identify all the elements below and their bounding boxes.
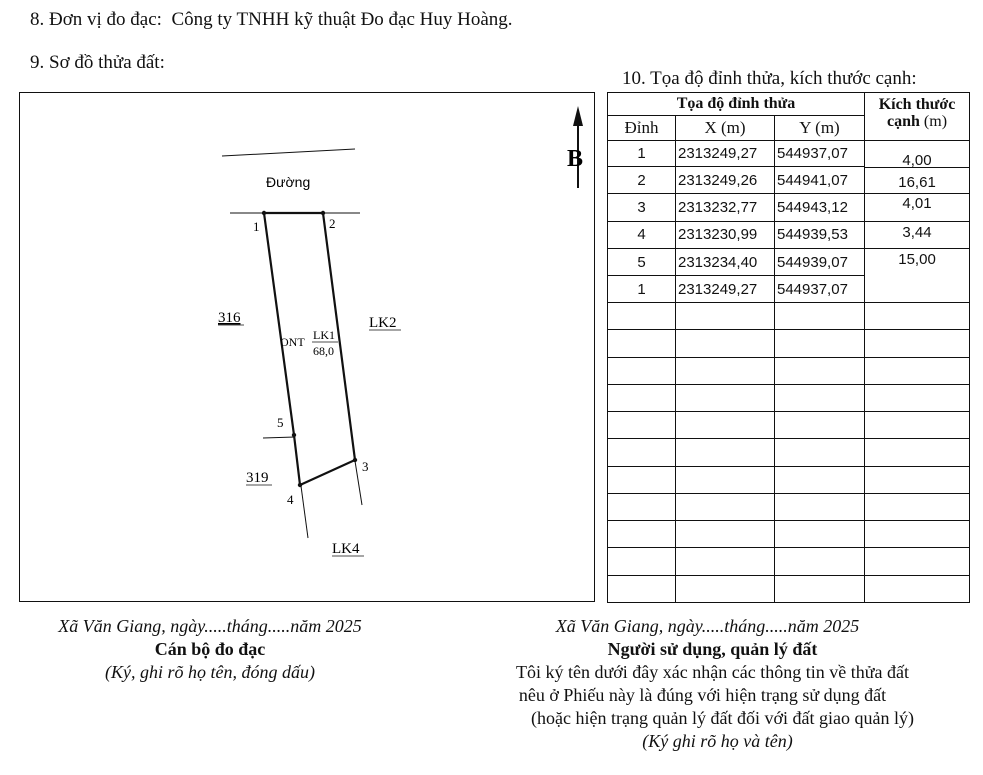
- edge-cell: [865, 249, 970, 303]
- empty-row: [608, 357, 970, 384]
- boundary-extension-line: [263, 437, 295, 438]
- owner-title: Người sử dụng, quản lý đất: [607, 639, 818, 659]
- table-cell-y: 544941,07: [775, 167, 865, 194]
- owner-statement-line1: Tôi ký tên dưới đây xác nhận các thông tin về thửa đất: [516, 662, 909, 682]
- table-cell-vertex: 3: [608, 194, 676, 222]
- vertex-point: [262, 211, 266, 215]
- edge-cell: [865, 194, 970, 249]
- vertex-point: [298, 483, 302, 487]
- neighbor-label-319: 319: [246, 470, 269, 486]
- neighbor-label-316: 316: [218, 310, 241, 326]
- edge-length-4: 3,44: [865, 221, 969, 248]
- empty-row: [608, 548, 970, 575]
- parcel-use-label: ONT: [280, 335, 305, 349]
- road-edge-line: [222, 149, 355, 156]
- parcel-area-label: 68,0: [313, 344, 334, 358]
- edge-length-2: 16,61: [865, 167, 969, 193]
- survey-unit-label: 8. Đơn vị đo đạc:: [30, 9, 162, 30]
- coordinates-heading: 10. Tọa độ đỉnh thửa, kích thước cạnh:: [622, 68, 917, 89]
- vertex-label-1: 1: [253, 219, 260, 234]
- empty-row: [608, 439, 970, 466]
- parcel-id-label: LK1: [313, 328, 335, 342]
- table-cell-x: 2313249,26: [676, 167, 775, 194]
- table-cell-y: 544939,53: [775, 221, 865, 249]
- edge-length-header-line2: cạnh (m): [887, 113, 948, 130]
- road-label: Đường: [266, 174, 311, 190]
- col-header-y: Y (m): [775, 116, 865, 141]
- parcel-sketch: [19, 92, 595, 602]
- owner-sign-note: (Ký ghi rõ họ và tên): [642, 731, 793, 751]
- edge-length-header: [865, 93, 970, 141]
- table-cell-vertex: 2: [608, 167, 676, 194]
- parcel-sketch-heading: 9. Sơ đồ thửa đất:: [30, 52, 165, 73]
- surveyor-title: Cán bộ đo đạc: [154, 639, 266, 659]
- surveyor-date-line: Xã Văn Giang, ngày.....tháng.....năm 2025: [58, 616, 362, 636]
- neighbor-label-lk2: LK2: [369, 315, 397, 331]
- boundary-extension-line: [355, 461, 362, 505]
- table-cell-y: 544937,07: [775, 276, 865, 303]
- surveyor-signature-block: [20, 616, 400, 683]
- table-cell-x: 2313234,40: [676, 249, 775, 276]
- owner-date-line: Xã Văn Giang, ngày.....tháng.....năm 2025: [555, 616, 860, 636]
- table-cell-y: 544937,07: [775, 141, 865, 167]
- empty-row: [608, 521, 970, 548]
- vertex-point: [292, 433, 296, 437]
- surveyor-sign-note: (Ký, ghi rõ họ tên, đóng dấu): [105, 662, 315, 682]
- survey-unit-line: [30, 9, 513, 31]
- boundary-extension-line: [301, 486, 308, 538]
- edge-length-header-line1: Kích thước: [878, 96, 956, 113]
- vertex-label-4: 4: [287, 492, 294, 507]
- owner-statement-line2: nêu ở Phiếu này là đúng với hiện trạng sử dụng đất: [518, 685, 887, 705]
- empty-row: [608, 493, 970, 520]
- coordinates-table: [607, 92, 970, 603]
- table-cell-y: 544943,12: [775, 194, 865, 222]
- neighbor-label-lk4: LK4: [332, 541, 360, 557]
- coords-group-header: Tọa độ đỉnh thửa: [608, 93, 865, 116]
- vertex-label-2: 2: [329, 216, 336, 231]
- table-cell-vertex: 5: [608, 249, 676, 276]
- empty-row: [608, 384, 970, 411]
- owner-signature-block: [460, 616, 965, 752]
- parcel-boundary: [264, 213, 355, 485]
- edge-length-5: 15,00: [898, 251, 936, 268]
- empty-row: [608, 303, 970, 330]
- table-cell-x: 2313249,27: [676, 276, 775, 303]
- table-cell-vertex: 1: [608, 141, 676, 167]
- edge-length-1: 4,00: [902, 152, 932, 169]
- table-cell-vertex: 1: [608, 276, 676, 303]
- north-arrow-icon: [573, 106, 583, 126]
- survey-unit-value: Công ty TNHH kỹ thuật Đo đạc Huy Hoàng.: [171, 9, 513, 30]
- owner-statement-line3: (hoặc hiện trạng quản lý đất đối với đất giao quản lý): [531, 708, 914, 728]
- empty-row: [608, 466, 970, 493]
- empty-row: [608, 412, 970, 439]
- north-label: B: [567, 146, 584, 172]
- table-cell-x: 2313232,77: [676, 194, 775, 222]
- col-header-x: X (m): [676, 116, 775, 141]
- vertex-point: [321, 211, 325, 215]
- table-cell-y: 544939,07: [775, 249, 865, 276]
- table-cell-vertex: 4: [608, 221, 676, 249]
- edge-cell: [865, 141, 970, 194]
- edge-length-3: 4,01: [902, 195, 932, 212]
- table-cell-x: 2313249,27: [676, 141, 775, 167]
- empty-row: [608, 330, 970, 357]
- vertex-point: [353, 458, 357, 462]
- empty-row: [608, 575, 970, 602]
- table-cell-x: 2313230,99: [676, 221, 775, 249]
- vertex-label-5: 5: [277, 415, 284, 430]
- col-header-vertex: Đỉnh: [608, 116, 676, 141]
- vertex-label-3: 3: [362, 459, 369, 474]
